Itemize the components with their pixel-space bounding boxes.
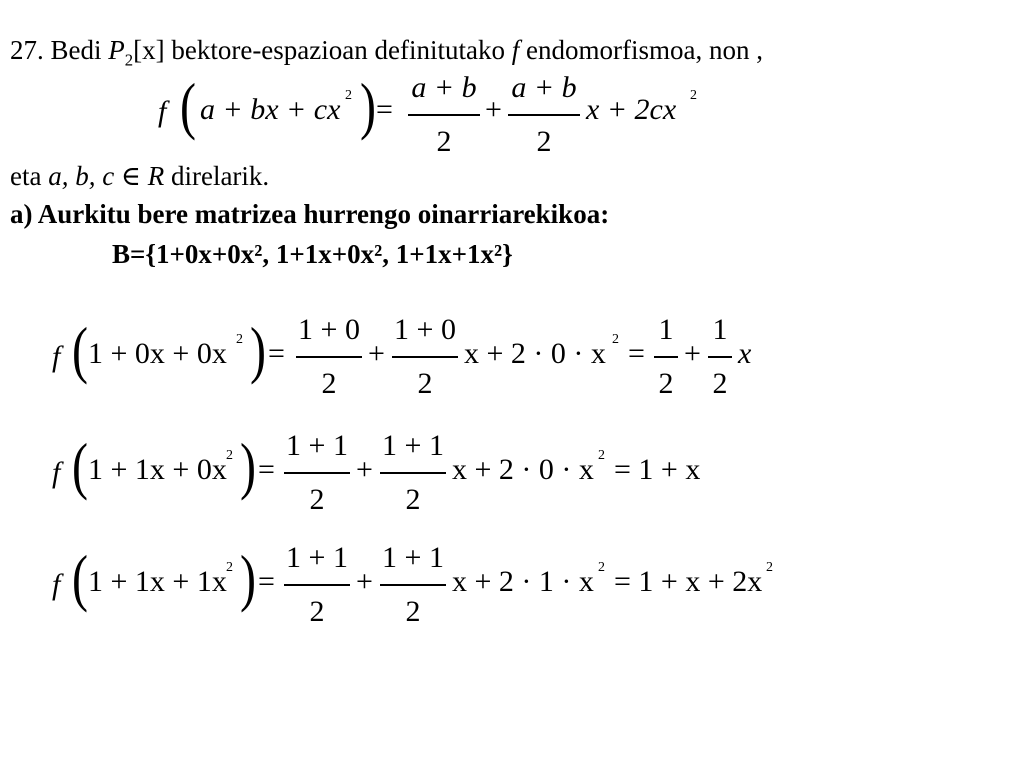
eq1-end: x: [738, 337, 752, 370]
eq1-frac4-den: 2: [712, 367, 728, 400]
eq1-frac3-bar: [654, 356, 678, 358]
eq1-mid-exp: 2: [612, 332, 619, 347]
eq2-rparen: ): [240, 430, 256, 501]
problem-text-a: Bedi: [50, 35, 102, 65]
eq1-eq: =: [268, 337, 285, 370]
def-frac1-bar: [408, 114, 480, 116]
def-frac2-num: a + b: [511, 71, 577, 104]
eq1-frac3: [654, 312, 678, 402]
eq3-frac2-num: 1 + 1: [382, 541, 444, 574]
cond-pre: eta: [10, 161, 42, 191]
def-tail: x + 2cx: [586, 93, 677, 126]
eq2-frac2-num: 1 + 1: [382, 429, 444, 462]
problem-statement: [10, 34, 763, 70]
problem-number: 27.: [10, 35, 44, 65]
eq1-mid: x + 2 · 0 · x: [464, 337, 606, 370]
eq1-eq2: =: [628, 337, 645, 370]
eq3-frac2-bar: [380, 584, 446, 586]
eq2-frac1-den: 2: [309, 483, 325, 516]
def-exp: 2: [345, 88, 352, 103]
eq2-frac2: [380, 428, 446, 518]
eq1-frac2-bar: [392, 356, 458, 358]
problem-text-c: endomorfismoa, non ,: [526, 35, 763, 65]
eq2-f: f: [52, 456, 61, 489]
def-plus: +: [485, 93, 502, 126]
eq2-mid: x + 2 · 0 · x: [452, 453, 594, 486]
eq3-result: = 1 + x + 2x: [614, 565, 763, 598]
problem-f: f: [511, 35, 520, 65]
def-frac1-den: 2: [436, 125, 452, 158]
eq2-frac1: [284, 428, 350, 518]
condition-line: [10, 160, 269, 192]
eq1-frac4-num: 1: [712, 313, 728, 346]
eq3-rparen: ): [240, 542, 256, 613]
eq2-frac1-num: 1 + 1: [286, 429, 348, 462]
problem-text-b: bektore-espazioan definitutako: [171, 35, 505, 65]
eq1-lparen: (: [72, 314, 88, 385]
eq3-eq: =: [258, 565, 275, 598]
eq1-frac4-bar: [708, 356, 732, 358]
eq3-result-exp: 2: [766, 560, 773, 575]
basis: B={1+0x+0x², 1+1x+0x², 1+1x+1x²}: [112, 239, 513, 269]
eq3-inside: 1 + 1x + 1x: [88, 565, 227, 598]
eq1-frac1-num: 1 + 0: [298, 313, 360, 346]
space-sub: 2: [124, 50, 134, 70]
eq3-frac2: [380, 540, 446, 630]
eq3-frac2-den: 2: [405, 595, 421, 628]
cond-set: R: [147, 161, 165, 191]
eq1-frac2-den: 2: [417, 367, 433, 400]
eq2-result: = 1 + x: [614, 453, 701, 486]
eq2-eq: =: [258, 453, 275, 486]
eq2-frac2-bar: [380, 472, 446, 474]
def-tail-exp: 2: [690, 88, 697, 103]
eq1-frac2-num: 1 + 0: [394, 313, 456, 346]
eq1-frac1: [296, 312, 362, 402]
eq1-inside: 1 + 0x + 0x: [88, 337, 227, 370]
eq3-exp: 2: [226, 560, 233, 575]
eq1-frac3-num: 1: [658, 313, 674, 346]
space-bracket: [x]: [133, 35, 165, 65]
eq3-f: f: [52, 568, 61, 601]
cond-post: direlarik.: [170, 161, 270, 191]
def-frac1: [408, 70, 480, 160]
eq3-mid: x + 2 · 1 · x: [452, 565, 594, 598]
eq1-plus: +: [368, 337, 385, 370]
space-P: P: [108, 35, 125, 65]
task-label: a) Aurkitu bere matrizea hurrengo oinarriarekikoa:: [10, 199, 610, 229]
eq2-frac2-den: 2: [405, 483, 421, 516]
eq1-exp: 2: [236, 332, 243, 347]
eq2-lparen: (: [72, 430, 88, 501]
eq2-exp: 2: [226, 448, 233, 463]
eq3-frac1-num: 1 + 1: [286, 541, 348, 574]
eq3-frac1-bar: [284, 584, 350, 586]
def-eq: =: [376, 93, 393, 126]
eq2-mid-exp: 2: [598, 448, 605, 463]
eq1-frac2: [392, 312, 458, 402]
def-lparen: (: [180, 70, 196, 141]
eq2-plus: +: [356, 453, 373, 486]
eq1-frac3-den: 2: [658, 367, 674, 400]
eq1-frac1-den: 2: [321, 367, 337, 400]
def-inside: a + bx + cx: [200, 93, 341, 126]
eq1-rparen: ): [250, 314, 266, 385]
cond-vars: a, b, c: [48, 161, 115, 191]
def-rparen: ): [360, 70, 376, 141]
eq3-lparen: (: [72, 542, 88, 613]
cond-in: ∈: [120, 161, 141, 191]
eq1-frac1-bar: [296, 356, 362, 358]
eq1-plus2: +: [684, 337, 701, 370]
eq1-f: f: [52, 340, 61, 373]
eq2-inside: 1 + 1x + 0x: [88, 453, 227, 486]
def-frac2: [508, 70, 580, 160]
def-f: f: [158, 95, 167, 128]
def-frac1-num: a + b: [411, 71, 477, 104]
eq1-frac4: [708, 312, 732, 402]
eq3-frac1-den: 2: [309, 595, 325, 628]
eq3-frac1: [284, 540, 350, 630]
eq3-mid-exp: 2: [598, 560, 605, 575]
def-frac2-den: 2: [536, 125, 552, 158]
eq3-plus: +: [356, 565, 373, 598]
def-frac2-bar: [508, 114, 580, 116]
eq2-frac1-bar: [284, 472, 350, 474]
